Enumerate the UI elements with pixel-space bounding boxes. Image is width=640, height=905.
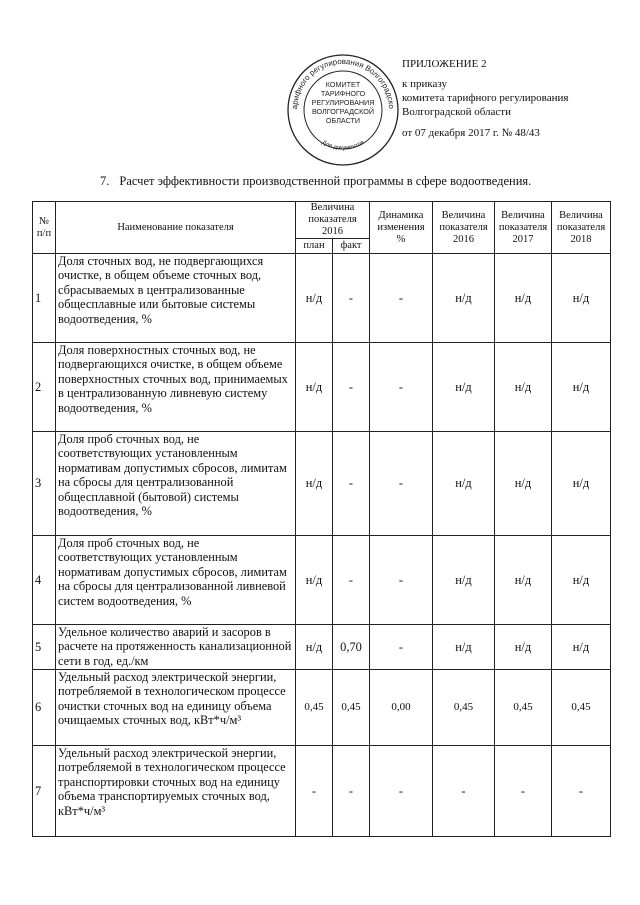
- row-fact: -: [333, 254, 370, 343]
- seal-center-line: КОМИТЕТ: [325, 80, 361, 89]
- row-number: 5: [33, 625, 56, 670]
- appendix-title: ПРИЛОЖЕНИЕ 2: [402, 58, 487, 70]
- official-seal: [285, 52, 401, 168]
- row-number: 7: [33, 746, 56, 837]
- header-number: № п/п: [33, 202, 56, 254]
- table-row: [33, 625, 611, 670]
- row-number: 1: [33, 254, 56, 343]
- seal-center-line: ОБЛАСТИ: [325, 116, 361, 125]
- row-number: 4: [33, 536, 56, 625]
- row-name: Доля поверхностных сточных вод, не подвергающихся очистке, в общем объеме поверхностных сточных вод, принимаемых в централизованную ливневую систему водоотведения, %: [56, 343, 296, 432]
- section-title-text: Расчет эффективности производственной программы в сфере водоотведения.: [119, 174, 532, 188]
- table-row: [33, 536, 611, 625]
- header-value-2018: Величина показателя 2018: [552, 202, 611, 254]
- row-number: 2: [33, 343, 56, 432]
- header-fact: факт: [333, 239, 370, 254]
- row-value-2016: н/д: [433, 343, 495, 432]
- row-dynamics: -: [370, 536, 433, 625]
- row-number: 6: [33, 670, 56, 746]
- seal-bottom-text: Для документов: [320, 139, 366, 152]
- row-value-2018: н/д: [552, 343, 611, 432]
- seal-center-line: РЕГУЛИРОВАНИЯ: [311, 98, 375, 107]
- row-dynamics: -: [370, 625, 433, 670]
- header-value-2017: Величина показателя 2017: [495, 202, 552, 254]
- efficiency-table: [32, 201, 611, 837]
- seal-center-line: ТАРИФНОГО: [320, 89, 366, 98]
- table-row: [33, 254, 611, 343]
- section-number: 7.: [100, 174, 110, 188]
- row-dynamics: -: [370, 432, 433, 536]
- appendix-line: к приказу: [402, 78, 448, 90]
- row-name: Доля проб сточных вод, не соответствующих установленным нормативам допустимых сбросов, лимитам на сбросы для централизованной ливневой систем водоотведения, %: [56, 536, 296, 625]
- svg-text:Для документов: [321, 140, 366, 152]
- row-value-2018: 0,45: [552, 670, 611, 746]
- row-value-2016: -: [433, 746, 495, 837]
- row-fact: -: [333, 536, 370, 625]
- appendix-date: от 07 декабря 2017 г. № 48/43: [402, 127, 540, 139]
- row-value-2017: -: [495, 746, 552, 837]
- header-plan: план: [296, 239, 333, 254]
- header-value-2016-group: Величина показателя 2016: [296, 202, 370, 239]
- row-dynamics: -: [370, 343, 433, 432]
- appendix-line: Волгоградской области: [402, 106, 511, 118]
- table-row: [33, 432, 611, 536]
- row-value-2017: н/д: [495, 254, 552, 343]
- table-row: [33, 670, 611, 746]
- row-value-2017: 0,45: [495, 670, 552, 746]
- row-value-2016: н/д: [433, 432, 495, 536]
- row-value-2017: н/д: [495, 625, 552, 670]
- row-name: Удельное количество аварий и засоров в расчете на протяженность канализационной сети в год, ед./км: [56, 625, 296, 670]
- row-fact: -: [333, 343, 370, 432]
- row-plan: н/д: [296, 536, 333, 625]
- row-plan: н/д: [296, 254, 333, 343]
- row-dynamics: -: [370, 746, 433, 837]
- row-plan: н/д: [296, 343, 333, 432]
- row-name: Доля сточных вод, не подвергающихся очистке, в общем объеме сточных вод, сбрасываемых в централизованные общесплавные или бытовые системы водоотведения, %: [56, 254, 296, 343]
- table-row: [33, 746, 611, 837]
- row-plan: н/д: [296, 432, 333, 536]
- row-value-2017: н/д: [495, 343, 552, 432]
- row-fact: -: [333, 746, 370, 837]
- row-value-2018: н/д: [552, 432, 611, 536]
- row-dynamics: 0,00: [370, 670, 433, 746]
- seal-outer-text: арифного регулирования Волгоградско: [289, 56, 397, 110]
- row-value-2018: н/д: [552, 536, 611, 625]
- row-name: Удельный расход электрической энергии, потребляемой в технологическом процессе транспортировки сточных вод на единицу объема транспортируемых сточных вод, кВт*ч/м³: [56, 746, 296, 837]
- row-name: Удельный расход электрической энергии, потребляемой в технологическом процессе очистки сточных вод на единицу объема очищаемых сточных вод, кВт*ч/м³: [56, 670, 296, 746]
- row-number: 3: [33, 432, 56, 536]
- row-value-2018: -: [552, 746, 611, 837]
- row-dynamics: -: [370, 254, 433, 343]
- row-value-2016: н/д: [433, 536, 495, 625]
- appendix-block: [402, 57, 568, 140]
- row-value-2017: н/д: [495, 536, 552, 625]
- row-value-2016: н/д: [433, 254, 495, 343]
- row-plan: н/д: [296, 625, 333, 670]
- row-value-2018: н/д: [552, 625, 611, 670]
- row-value-2018: н/д: [552, 254, 611, 343]
- row-plan: -: [296, 746, 333, 837]
- header-value-2016: Величина показателя 2016: [433, 202, 495, 254]
- row-name: Доля проб сточных вод, не соответствующих установленным нормативам допустимых сбросов, лимитам на сбросы для централизованной общесплавной (бытовой) системы водоотведения, %: [56, 432, 296, 536]
- seal-stamp-icon: [285, 52, 401, 168]
- row-value-2017: н/д: [495, 432, 552, 536]
- row-fact: 0,45: [333, 670, 370, 746]
- seal-center-line: ВОЛГОГРАДСКОЙ: [311, 107, 375, 116]
- row-fact: -: [333, 432, 370, 536]
- row-plan: 0,45: [296, 670, 333, 746]
- header-name: Наименование показателя: [56, 202, 296, 254]
- appendix-line: комитета тарифного регулирования: [402, 92, 569, 104]
- header-dynamics: Динамика изменения %: [370, 202, 433, 254]
- section-title: [100, 174, 531, 189]
- row-value-2016: н/д: [433, 625, 495, 670]
- row-value-2016: 0,45: [433, 670, 495, 746]
- table-row: [33, 343, 611, 432]
- row-fact: 0,70: [333, 625, 370, 670]
